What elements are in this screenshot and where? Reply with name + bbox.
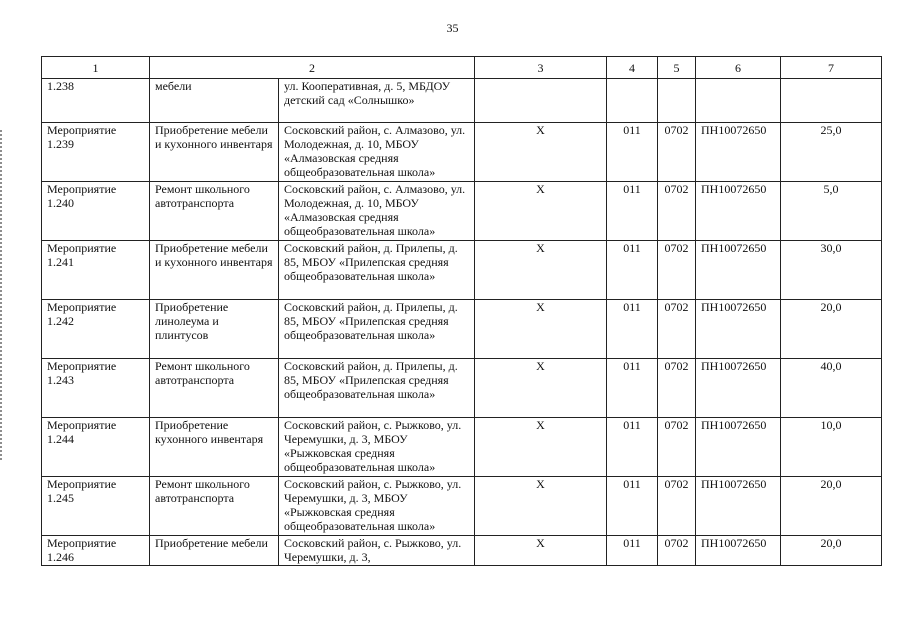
measure-name-cell: Приобретение мебели и кухонного инвентаря [150, 241, 279, 300]
mark-cell: Х [475, 300, 607, 359]
header-cell: 4 [607, 57, 658, 79]
table-header-row [42, 57, 882, 79]
mark-cell: Х [475, 359, 607, 418]
measure-name-cell: мебели [150, 79, 279, 123]
mark-cell: Х [475, 477, 607, 536]
table-row [42, 123, 882, 182]
header-cell: 1 [42, 57, 150, 79]
address-cell: Сосковский район, д. Прилепы, д. 85, МБОУ «Прилепская средняя общеобразовательная школа» [279, 359, 475, 418]
address-cell: Сосковский район, с. Алмазово, ул. Молодежная, д. 10, МБОУ «Алмазовская средняя общеобразовательная школа» [279, 123, 475, 182]
code-cell [607, 79, 658, 123]
mark-cell: Х [475, 123, 607, 182]
table-row [42, 477, 882, 536]
amount-cell: 20,0 [781, 477, 882, 536]
mark-cell [475, 79, 607, 123]
measure-id-cell: Мероприятие 1.239 [42, 123, 150, 182]
code-cell: 011 [607, 418, 658, 477]
header-cell: 3 [475, 57, 607, 79]
mark-cell: Х [475, 418, 607, 477]
address-cell: Сосковский район, с. Рыжково, ул. Черемушки, д. 3, МБОУ «Рыжковская средняя общеобразовательная школа» [279, 418, 475, 477]
measure-name-cell: Приобретение линолеума и плинтусов [150, 300, 279, 359]
amount-cell: 30,0 [781, 241, 882, 300]
address-cell: Сосковский район, с. Рыжково, ул. Черемушки, д. 3, [279, 536, 475, 566]
code-cell: 011 [607, 477, 658, 536]
amount-cell: 20,0 [781, 536, 882, 566]
amount-cell: 10,0 [781, 418, 882, 477]
code-cell: 011 [607, 536, 658, 566]
scan-edge-artifact [0, 130, 7, 460]
measure-id-cell: 1.238 [42, 79, 150, 123]
section-cell: 0702 [658, 359, 696, 418]
target-article-cell [696, 79, 781, 123]
measure-name-cell: Ремонт школьного автотранспорта [150, 477, 279, 536]
measure-id-cell: Мероприятие 1.241 [42, 241, 150, 300]
table-row [42, 536, 882, 566]
target-article-cell: ПН10072650 [696, 123, 781, 182]
measure-id-cell: Мероприятие 1.244 [42, 418, 150, 477]
measure-name-cell: Ремонт школьного автотранспорта [150, 359, 279, 418]
measure-name-cell: Приобретение мебели [150, 536, 279, 566]
target-article-cell: ПН10072650 [696, 359, 781, 418]
code-cell: 011 [607, 123, 658, 182]
section-cell: 0702 [658, 477, 696, 536]
table-row [42, 300, 882, 359]
section-cell: 0702 [658, 123, 696, 182]
table-row [42, 418, 882, 477]
amount-cell: 20,0 [781, 300, 882, 359]
target-article-cell: ПН10072650 [696, 477, 781, 536]
header-cell: 2 [150, 57, 475, 79]
amount-cell: 40,0 [781, 359, 882, 418]
measure-id-cell: Мероприятие 1.240 [42, 182, 150, 241]
section-cell: 0702 [658, 182, 696, 241]
measure-id-cell: Мероприятие 1.245 [42, 477, 150, 536]
amount-cell: 25,0 [781, 123, 882, 182]
amount-cell: 5,0 [781, 182, 882, 241]
code-cell: 011 [607, 182, 658, 241]
measure-id-cell: Мероприятие 1.243 [42, 359, 150, 418]
section-cell: 0702 [658, 536, 696, 566]
section-cell: 0702 [658, 418, 696, 477]
measure-id-cell: Мероприятие 1.242 [42, 300, 150, 359]
header-cell: 6 [696, 57, 781, 79]
measure-name-cell: Приобретение мебели и кухонного инвентаря [150, 123, 279, 182]
amount-cell [781, 79, 882, 123]
target-article-cell: ПН10072650 [696, 300, 781, 359]
address-cell: Сосковский район, д. Прилепы, д. 85, МБОУ «Прилепская средняя общеобразовательная школа» [279, 300, 475, 359]
code-cell: 011 [607, 300, 658, 359]
header-cell: 5 [658, 57, 696, 79]
address-cell: ул. Кооперативная, д. 5, МБДОУ детский сад «Солнышко» [279, 79, 475, 123]
target-article-cell: ПН10072650 [696, 241, 781, 300]
table-row [42, 182, 882, 241]
section-cell [658, 79, 696, 123]
measure-name-cell: Ремонт школьного автотранспорта [150, 182, 279, 241]
section-cell: 0702 [658, 300, 696, 359]
target-article-cell: ПН10072650 [696, 418, 781, 477]
table-row [42, 359, 882, 418]
table-row [42, 241, 882, 300]
target-article-cell: ПН10072650 [696, 182, 781, 241]
mark-cell: Х [475, 241, 607, 300]
address-cell: Сосковский район, с. Рыжково, ул. Черемушки, д. 3, МБОУ «Рыжковская средняя общеобразовательная школа» [279, 477, 475, 536]
measure-id-cell: Мероприятие 1.246 [42, 536, 150, 566]
page-number: 35 [446, 21, 459, 35]
table-row [42, 79, 882, 123]
code-cell: 011 [607, 241, 658, 300]
address-cell: Сосковский район, д. Прилепы, д. 85, МБОУ «Прилепская средняя общеобразовательная школа» [279, 241, 475, 300]
target-article-cell: ПН10072650 [696, 536, 781, 566]
header-cell: 7 [781, 57, 882, 79]
address-cell: Сосковский район, с. Алмазово, ул. Молодежная, д. 10, МБОУ «Алмазовская средняя общеобразовательная школа» [279, 182, 475, 241]
budget-table [41, 56, 882, 566]
section-cell: 0702 [658, 241, 696, 300]
mark-cell: Х [475, 182, 607, 241]
measure-name-cell: Приобретение кухонного инвентаря [150, 418, 279, 477]
code-cell: 011 [607, 359, 658, 418]
mark-cell: Х [475, 536, 607, 566]
